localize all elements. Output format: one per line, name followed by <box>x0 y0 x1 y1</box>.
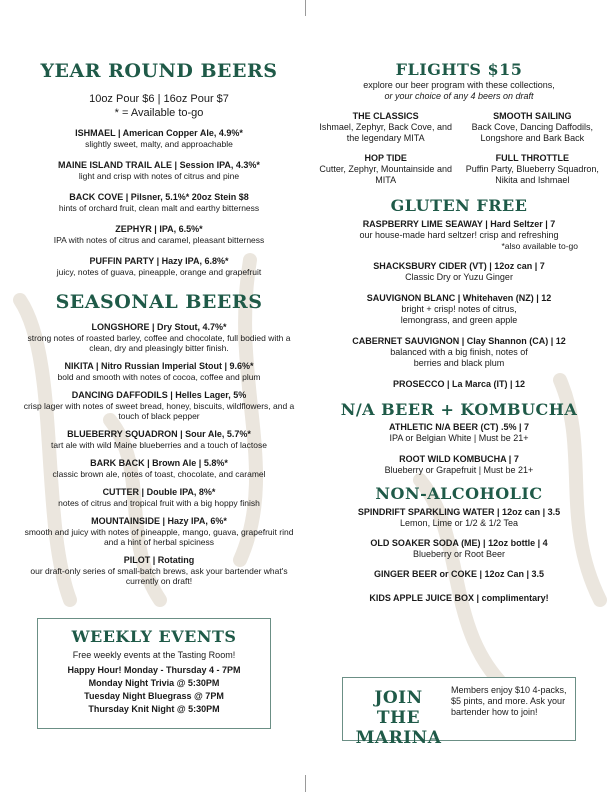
flight-desc: Puffin Party, Blueberry Squadron, Nikita and Ishmael <box>465 164 599 185</box>
event-item: Happy Hour! Monday - Thursday 4 - 7PM <box>67 665 241 675</box>
weekly-events-box <box>37 618 271 729</box>
list-item <box>318 593 600 604</box>
list-item <box>318 336 600 369</box>
item-name: CABERNET SAUVIGNON | Clay Shannon (CA) | 12 <box>352 336 566 346</box>
gluten-free-title: GLUTEN FREE <box>390 196 528 215</box>
flight-desc: Cutter, Zephyr, Mountainside and MITA <box>319 164 452 185</box>
list-item <box>20 322 298 353</box>
beer-name: ISHMAEL | American Copper Ale, 4.9%* <box>75 128 243 138</box>
gluten-free-list <box>318 219 600 390</box>
list-item <box>318 379 600 390</box>
beer-desc: strong notes of roasted barley, coffee and chocolate, full bodied with a clean, dry and pleasingly bitter finish. <box>27 333 291 353</box>
list-item <box>318 422 600 444</box>
beer-desc: bold and smooth with notes of cocoa, coffee and plum <box>57 372 261 382</box>
beer-desc: hints of orchard fruit, clean malt and earthy bitterness <box>58 203 260 213</box>
flight-name: HOP TIDE <box>364 153 407 163</box>
beer-name: BLUEBERRY SQUADRON | Sour Ale, 5.7%* <box>67 429 251 439</box>
flight-item <box>318 153 453 186</box>
list-item <box>20 160 298 181</box>
beer-name: DANCING DAFFODILS | Helles Lager, 5% <box>71 390 247 400</box>
na-beer-list <box>318 422 600 476</box>
beer-desc: smooth and juicy with notes of pineapple, mango, guava, grapefruit rind and a hint of herbal spiciness <box>24 527 294 547</box>
item-name: ROOT WILD KOMBUCHA | 7 <box>399 454 519 464</box>
beer-desc: slightly sweet, malty, and approachable <box>85 139 233 149</box>
flight-item <box>318 111 453 144</box>
item-name: SHACKSBURY CIDER (VT) | 12oz can | 7 <box>373 261 545 271</box>
fold-line-top <box>305 0 306 16</box>
list-item <box>20 555 298 586</box>
beer-name: PUFFIN PARTY | Hazy IPA, 6.8%* <box>89 256 229 266</box>
beer-desc: light and crisp with notes of citrus and pine <box>78 171 240 181</box>
flights-grid <box>318 153 600 186</box>
item-name: PROSECCO | La Marca (IT) | 12 <box>392 379 526 389</box>
list-item <box>318 507 600 529</box>
list-item <box>20 390 298 421</box>
join-marina-box <box>342 677 576 748</box>
event-item: Monday Night Trivia @ 5:30PM <box>88 678 220 688</box>
list-item <box>20 224 298 245</box>
flight-item <box>465 111 600 144</box>
list-item <box>20 128 298 149</box>
item-name: SAUVIGNON BLANC | Whitehaven (NZ) | 12 <box>366 293 552 303</box>
fold-line-bottom <box>305 775 306 792</box>
item-desc: Lemon, Lime or 1/2 & 1/2 Tea <box>400 518 518 528</box>
item-desc: IPA or Belgian White | Must be 21+ <box>389 433 529 443</box>
beer-name: MOUNTAINSIDE | Hazy IPA, 6%* <box>91 516 227 526</box>
beer-name: LONGSHORE | Dry Stout, 4.7%* <box>91 322 227 332</box>
item-name: RASPBERRY LIME SEAWAY | Hard Seltzer | 7 <box>362 219 556 229</box>
flight-item <box>465 153 600 186</box>
beer-desc: tart ale with wild Maine blueberries and a touch of lactose <box>51 440 267 450</box>
item-desc: our house-made hard seltzer! crisp and refreshing <box>359 230 559 240</box>
join-marina-text: Members enjoy $10 4-packs, $5 pints, and more. Ask your bartender how to join! <box>451 685 567 717</box>
item-name: SPINDRIFT SPARKLING WATER | 12oz can | 3.5 <box>357 507 561 517</box>
list-item <box>20 429 298 450</box>
flight-name: SMOOTH SAILING <box>493 111 572 121</box>
list-item <box>20 458 298 479</box>
list-item <box>318 569 600 580</box>
list-item <box>20 516 298 547</box>
flight-desc: Ishmael, Zephyr, Back Cove, and the legendary MITA <box>319 122 452 143</box>
list-item <box>20 361 298 382</box>
right-column <box>318 60 600 604</box>
flights-intro-2: or your choice of any 4 beers on draft <box>384 91 534 101</box>
non-alcoholic-title: NON-ALCOHOLIC <box>375 484 543 503</box>
beer-name: BACK COVE | Pilsner, 5.1%* 20oz Stein $8 <box>69 192 249 202</box>
join-marina-title-1: JOIN THE <box>374 688 423 728</box>
item-name: ATHLETIC N/A BEER (CT) .5% | 7 <box>388 422 530 432</box>
flights-title: FLIGHTS $15 <box>395 60 523 79</box>
left-column <box>20 60 298 586</box>
beer-desc: juicy, notes of guava, pineapple, orange and grapefruit <box>56 267 262 277</box>
non-alcoholic-list <box>318 507 600 604</box>
flight-desc: Back Cove, Dancing Daffodils, Longshore and Bark Back <box>471 122 594 143</box>
weekly-events-title: WEEKLY EVENTS <box>71 627 237 646</box>
na-beer-title: N/A BEER + KOMBUCHA <box>340 400 578 419</box>
list-item <box>20 256 298 277</box>
togo-note: * = Available to-go <box>114 107 204 119</box>
list-item <box>20 487 298 508</box>
list-item <box>20 192 298 213</box>
item-desc: bright + crisp! notes of citrus, lemongrass, and green apple <box>400 304 518 325</box>
list-item <box>318 538 600 560</box>
list-item <box>318 293 600 326</box>
flight-name: FULL THROTTLE <box>495 153 569 163</box>
beer-desc: crisp lager with notes of sweet bread, honey, biscuits, wildflowers, and a touch of black pepper <box>23 401 295 421</box>
flights-intro-1: explore our beer program with these collections, <box>363 80 555 90</box>
item-desc: Classic Dry or Yuzu Ginger <box>405 272 513 282</box>
year-round-title: YEAR ROUND BEERS <box>40 60 278 82</box>
event-item: Thursday Knit Night @ 5:30PM <box>88 704 220 714</box>
seasonal-title: SEASONAL BEERS <box>55 291 263 313</box>
flights-grid <box>318 111 600 144</box>
beer-desc: classic brown ale, notes of toast, chocolate, and caramel <box>52 469 266 479</box>
seasonal-list <box>20 322 298 586</box>
item-name: GINGER BEER or COKE | 12oz Can | 3.5 <box>373 569 545 579</box>
item-note: *also available to-go <box>501 241 578 251</box>
beer-name: ZEPHYR | IPA, 6.5%* <box>115 224 203 234</box>
beer-name: BARK BACK | Brown Ale | 5.8%* <box>90 458 228 468</box>
pour-prices: 10oz Pour $6 | 16oz Pour $7 <box>89 93 229 105</box>
beer-desc: notes of citrus and tropical fruit with a big hoppy finish <box>58 498 260 508</box>
event-item: Tuesday Night Bluegrass @ 7PM <box>84 691 224 701</box>
weekly-events-sub: Free weekly events at the Tasting Room! <box>72 650 236 660</box>
list-item <box>318 454 600 476</box>
beer-name: CUTTER | Double IPA, 8%* <box>102 487 216 497</box>
item-name: OLD SOAKER SODA (ME) | 12oz bottle | 4 <box>370 538 548 548</box>
item-desc: balanced with a big finish, notes of berries and black plum <box>390 347 528 368</box>
beer-name: MAINE ISLAND TRAIL ALE | Session IPA, 4.3%* <box>58 160 260 170</box>
flight-name: THE CLASSICS <box>352 111 419 121</box>
beer-name: PILOT | Rotating <box>123 555 195 565</box>
beer-desc: our draft-only series of small-batch brews, ask your bartender what's currently on draft! <box>30 566 288 586</box>
join-marina-title-2: MARINA <box>355 728 442 748</box>
list-item <box>318 219 600 251</box>
item-desc: Blueberry or Root Beer <box>412 549 506 559</box>
year-round-list <box>20 128 298 277</box>
beer-name: NIKITA | Nitro Russian Imperial Stout | 9.6%* <box>64 361 254 371</box>
item-desc: Blueberry or Grapefruit | Must be 21+ <box>384 465 534 475</box>
list-item <box>318 261 600 283</box>
item-name: KIDS APPLE JUICE BOX | complimentary! <box>369 593 549 603</box>
join-marina-heading <box>351 688 446 748</box>
beer-desc: IPA with notes of citrus and caramel, pleasant bitterness <box>53 235 265 245</box>
